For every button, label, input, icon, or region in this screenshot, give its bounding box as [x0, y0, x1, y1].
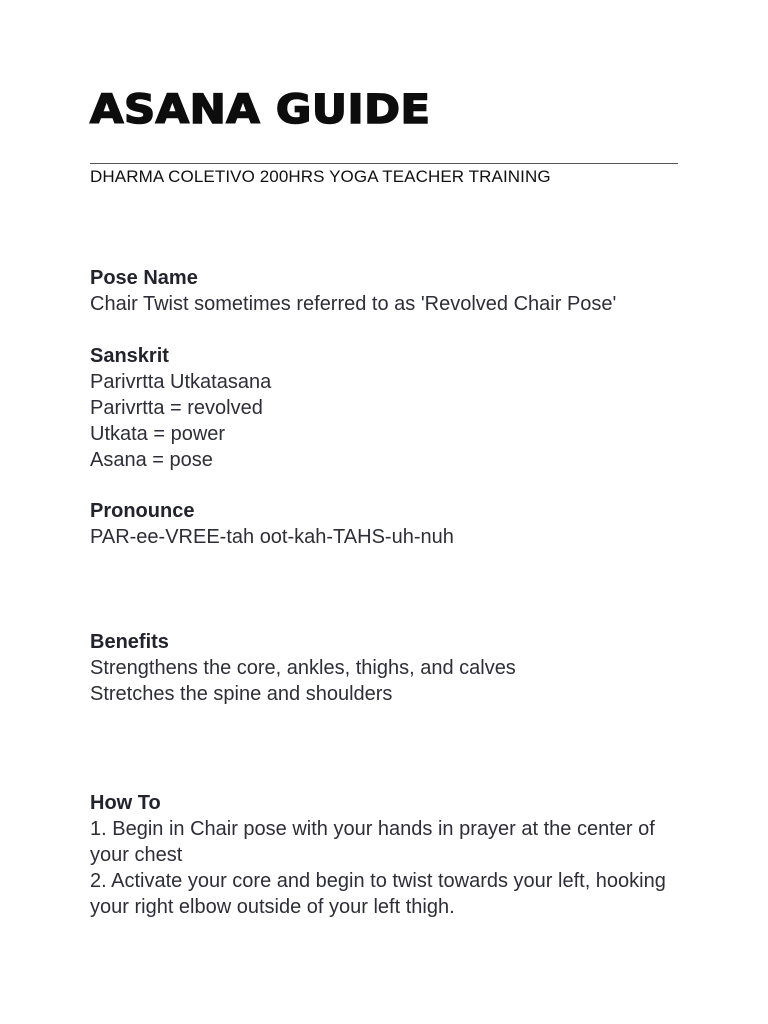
- sanskrit-heading: Sanskrit: [90, 345, 169, 367]
- pronounce-section: [90, 498, 690, 550]
- sanskrit-line: Parivrtta = revolved: [90, 397, 263, 419]
- sanskrit-line: Utkata = power: [90, 423, 226, 445]
- pronounce-heading: Pronounce: [90, 500, 195, 522]
- sanskrit-line: Parivrtta Utkatasana: [90, 371, 272, 393]
- benefit-item: Strengthens the core, ankles, thighs, and calves: [90, 657, 516, 679]
- page-subtitle: DHARMA COLETIVO 200HRS YOGA TEACHER TRAINING: [90, 167, 551, 186]
- benefit-item: Stretches the spine and shoulders: [90, 683, 393, 705]
- benefits-heading: Benefits: [90, 631, 169, 653]
- title-divider: [90, 163, 678, 164]
- sanskrit-section: [90, 343, 690, 473]
- pose-name-value: Chair Twist sometimes referred to as 'Revolved Chair Pose': [90, 293, 617, 315]
- pose-name-section: [90, 265, 690, 317]
- how-to-step: 1. Begin in Chair pose with your hands in prayer at the center of your chest: [90, 818, 655, 866]
- pronounce-value: PAR-ee-VREE-tah oot-kah-TAHS-uh-nuh: [90, 526, 454, 548]
- how-to-section: [90, 790, 690, 920]
- page-title: ASANA GUIDE: [90, 87, 431, 133]
- how-to-step: 2. Activate your core and begin to twist towards your left, hooking your right elbow outside of your left thigh.: [90, 870, 666, 918]
- how-to-heading: How To: [90, 792, 161, 814]
- sanskrit-line: Asana = pose: [90, 449, 213, 471]
- benefits-section: [90, 629, 690, 707]
- pose-name-heading: Pose Name: [90, 267, 198, 289]
